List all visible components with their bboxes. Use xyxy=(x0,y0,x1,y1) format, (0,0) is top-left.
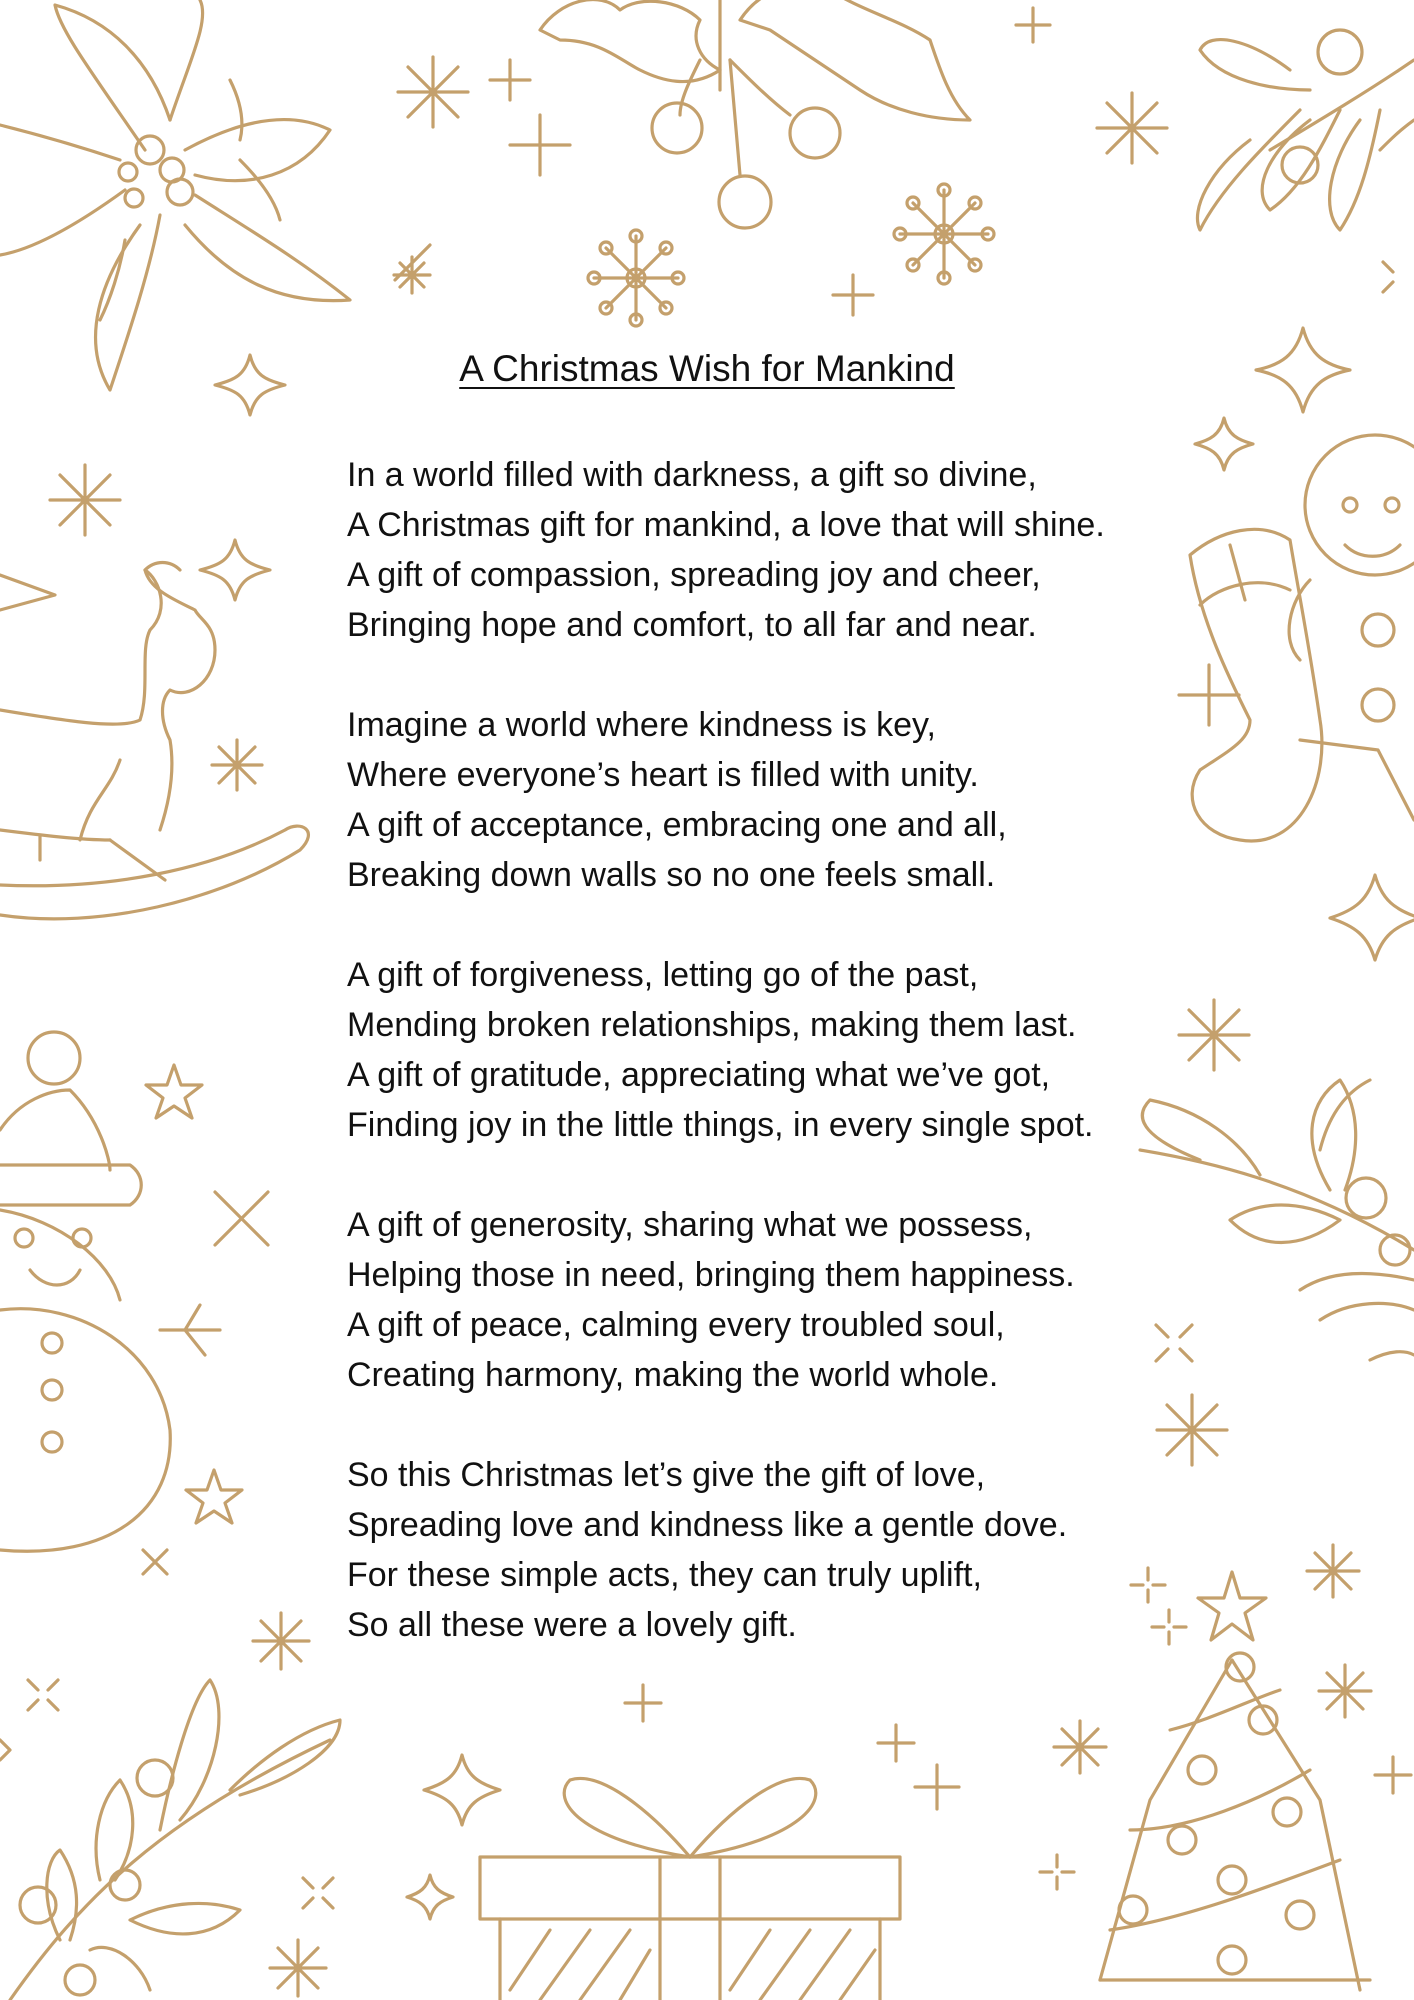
poem-line: A Christmas gift for mankind, a love that will shine. xyxy=(347,506,1105,544)
poem-line: Where everyone’s heart is filled with unity. xyxy=(347,756,979,794)
snowman-icon xyxy=(0,1032,220,1551)
star-icon xyxy=(146,1065,242,1523)
poem-line: A gift of compassion, spreading joy and cheer, xyxy=(347,556,1041,594)
snowflake-icon xyxy=(588,230,684,326)
gingerbread-man-icon xyxy=(1289,435,1414,820)
snowflake-icon xyxy=(894,184,994,284)
poinsettia-icon xyxy=(0,0,350,390)
poem-line: Mending broken relationships, making them last. xyxy=(347,1006,1077,1044)
poem-line: Spreading love and kindness like a gentle dove. xyxy=(347,1506,1068,1544)
stanza-4 xyxy=(347,1200,1247,1400)
poem-line: Breaking down walls so no one feels small. xyxy=(347,856,996,894)
stanza-3 xyxy=(347,950,1247,1150)
stanza-2 xyxy=(347,700,1247,900)
poem-line: Bringing hope and comfort, to all far and near. xyxy=(347,606,1037,644)
gift-box-icon xyxy=(480,1778,900,2000)
poem-line: Imagine a world where kindness is key, xyxy=(347,706,936,744)
poem-line: Helping those in need, bringing them happiness. xyxy=(347,1256,1075,1294)
stanza-5 xyxy=(347,1450,1247,1650)
poem-line: So all these were a lovely gift. xyxy=(347,1606,797,1644)
poem-line: In a world filled with darkness, a gift so divine, xyxy=(347,456,1037,494)
poem-line: A gift of peace, calming every troubled soul, xyxy=(347,1306,1005,1344)
poem-line: So this Christmas let’s give the gift of love, xyxy=(347,1456,986,1494)
stanza-1 xyxy=(347,450,1247,650)
poem-line: A gift of forgiveness, letting go of the past, xyxy=(347,956,979,994)
poem-line: Finding joy in the little things, in every single spot. xyxy=(347,1106,1094,1144)
poem-body xyxy=(347,450,1247,1700)
poem-line: A gift of gratitude, appreciating what we’ve got, xyxy=(347,1056,1051,1094)
poem-line: Creating harmony, making the world whole. xyxy=(347,1356,999,1394)
poem-line: For these simple acts, they can truly uplift, xyxy=(347,1556,982,1594)
leafy-branch-icon xyxy=(10,1680,340,2000)
mistletoe-icon xyxy=(1197,30,1414,230)
holly-berries-icon xyxy=(540,0,970,228)
poem-line: A gift of generosity, sharing what we possess, xyxy=(347,1206,1033,1244)
rocking-horse-icon xyxy=(0,563,308,919)
poem-line: A gift of acceptance, embracing one and all, xyxy=(347,806,1007,844)
poem-title: A Christmas Wish for Mankind xyxy=(459,348,955,389)
